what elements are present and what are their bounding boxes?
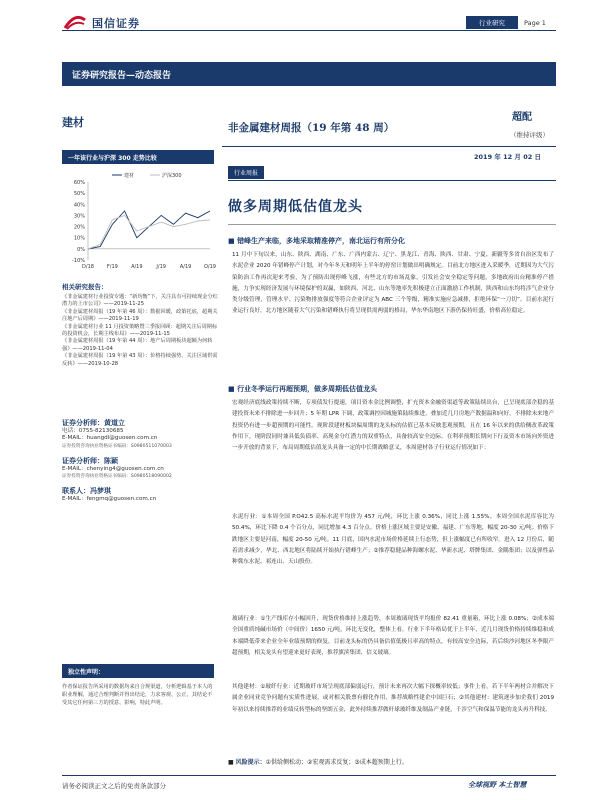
paragraph-cement: 水泥行业：①本周全国 P.O42.5 高标水泥平均价为 457 元/吨，环比上涨 0.36%，同比上涨 1.55%。本周全国水泥库容比为 50.4%，环比下降 0.4 个百分点，同比增加 4.3 百分点。价格上涨区域主要是安徽、福建、广东等地，幅度 20-30 元/吨；价格下跌地区主要是河南，幅度 20-50 元/吨。11 月底，国内水泥市场价格延续上行态势，但上涨幅度已有所收窄。进入 12 月份后，随着需求减少，华北、西北地区将陆续开始执行错峰生产；②推荐稳健品种海螺水泥、华新水泥、塔牌集团、金隅集团；以及弹性品种冀东水泥、祁连山、天山股份。	[232, 514, 554, 566]
paragraph-glass: 玻璃行业：①生产线库存小幅回升，现货价格维持上涨趋势，本周玻璃现货平均报价 82.41 重量箱，环比上涨 0.08%；②成本端全国重质纯碱市场价（中间价）1650 元/吨，环比无变化，整体上看，行业下半年格局优于上半年，近几月现货价格持续维稳和成本端降低带来企业全年业绩预期的修复，目前龙头标的仍具备估值低极且率高的特点，有较高安全边际，若后续沙河地区冬季限产超预期，相关龙头有望迎来更好表现，推荐旗滨集团、信义玻璃。	[232, 616, 554, 656]
bullet-heading-2: ■ 行业冬季运行再超预期，做多周期低估值龙头	[228, 385, 378, 393]
report-title: 非金属建材周报（19 年第 48 周）	[228, 122, 395, 134]
bullet-text: 错峰生产来临，多地采取精准停产，南北运行有所分化	[237, 237, 406, 245]
comparison-chart	[62, 168, 214, 278]
contact-analyst-2	[62, 458, 218, 481]
footer-slogan: 全球视野 本土智慧	[468, 780, 527, 789]
title-divider	[222, 146, 556, 147]
related-item[interactable]: 《非金属建材周报（19 年第 46 周）：数据回暖，政策托底，超期关注地产后周期》——2019-11-19	[62, 308, 218, 323]
report-date: 2019 年 12 月 02 日	[474, 153, 541, 161]
y-tick-label: -10%	[72, 258, 85, 264]
y-tick-label: 50%	[73, 191, 85, 198]
y-tick-label: 10%	[73, 235, 85, 242]
footer-disclaimer: 请务必阅读正文之后的免责条款部分	[62, 782, 166, 790]
contact-license: 证券投资咨询执业资格证书编码：S0980518090002	[62, 474, 172, 480]
headline-divider	[228, 224, 556, 225]
x-tick-label: O/19	[204, 264, 216, 270]
related-item[interactable]: 《非金属建材周报（19 年第 44 周）：地产后周期板块超额为何转强》——2019-11-04	[62, 338, 213, 352]
risk-text: ①供给侧松动；②宏观需求反复；③成本超预期上行。	[265, 759, 408, 766]
contact-analyst-1	[62, 420, 218, 450]
risk-label: 风险提示：	[235, 759, 266, 766]
tag-divider	[228, 180, 556, 181]
report-type-tag: 行业研究	[466, 16, 518, 29]
series-line	[88, 215, 210, 249]
related-item[interactable]: 《非金属建材周报（19 年第 43 周）：价格持续强势，关注区域供需反转》——2019-10-28	[62, 353, 218, 367]
contact-email[interactable]: E-MAIL：chenying4@guosen.com.cn	[62, 466, 164, 473]
disclaimer-title: 独立性声明：	[62, 664, 214, 678]
x-tick-label: D/18	[82, 264, 94, 270]
x-tick-label: J/19	[156, 264, 166, 270]
contact-email[interactable]: E-MAIL：huangdl@guosen.com.cn	[62, 435, 158, 442]
contact-role: 证券分析师：	[62, 457, 104, 465]
paragraph-1: 11 月中下旬以来，山东、陕西、湖南、广东、广西内蒙古、辽宁、黑龙江、青海、陕西、甘肃、宁夏、新疆等多省自治区发布了水泥企业 2020 年错峰停产计划，对今年冬天和明年上半年的停窑计划做出明确规定。目前北方地区进入采暖季，近期因为大气污染防治工作再次迎来考验，为了预防出现停峰飞涨，有些北方的市场乱象，引发社会安全稳定等问题，多地政府出台精准停产措施，力争实现经济发展与环境保护的双赢，如陕西、河北、山东等地率先积极建立正面激励工作机制，陕西和山东均将涉气企业分类分级管理，管理水平、污染物排放强度等符合企业评定为 ABC 三个等级，精准实施应急减排，拒绝环保“一刀切”。目前水泥行业运行良好，北方地区随着大气污染和错峰执行将呈现供需两弱的格局，华东华南地区下游仍保持旺盛，价格高位稳定。	[232, 252, 554, 315]
sector-label: 建材	[62, 116, 84, 129]
report-banner: 证券研究报告—动态报告	[62, 62, 556, 86]
chart-bar: 一年该行业与沪深 300 走势比较	[62, 150, 214, 164]
x-tick-label: A/19	[179, 264, 192, 270]
weekly-tag: 行业周报	[228, 166, 264, 179]
legend-label: 沪深300	[162, 173, 182, 179]
contact-name: 黄道立	[104, 419, 125, 427]
related-list	[62, 294, 218, 368]
x-tick-label: F/19	[106, 264, 118, 270]
contact-phone: 电话：0755-82130685	[62, 428, 124, 435]
related-item[interactable]: 《非金属建材行业 11 月投资策略暨三季报回顾：超期关注后周期标的投资机会，长期主线布局》——2019-11-15	[62, 323, 218, 338]
contact-role: 证券分析师：	[62, 419, 104, 427]
bullet-heading-1: ■ 错峰生产来临，多地采取精准停产，南北运行有所分化	[228, 237, 406, 245]
rating-note: （维持评级）	[510, 131, 549, 139]
paragraph-other: 其他建材：①玻纤行业：近期玻纤市场呈现底部偏弱运行，预计未来再次大幅下探概率较低；事件上看，若下半年两材合并解决下属企业同业竞争问题有实质性进展，或对相关股票有催化作用，推荐战略性建企中国巨石；②其他建材：建筑逐步加企我们 2019 年初以来持续推荐的业绩反转型标的坚朗五金，此外持续推荐做杆球玻纤维及制品产业链，千涉空气和保温节能的龙头再升科技。	[232, 684, 554, 713]
contact-email[interactable]: E-MAIL：fengmq@guosen.com.cn	[62, 496, 157, 503]
paragraph-2: 宏观经济底线政策持续不断，专项债发行提速，项目资本金比例调整，扩充资本金融资渠道等政策陆续出台，已呈现底部企稳的基建投资未来不排除进一步回升；5 年期 LPR 下调，政策调控因城施策陆续推进，叠加近几月房地产数据温和向好，不排除未来地产投资仍有进一步超预期的可能性。现阶段建材板块偏周期的龙头标的估值已基本反映悲观预期，且在 16 年以来的供给侧改革政策作用下，现阶段同时兼具低负债率、高现金分红潜力的双重特点，具备较高安全边际。在利率预期长期向下行及资本市场向外资进一步开放的背景下，布局周期低估值龙头具备一定的中长期战略意义，本周建材各子行业运行情况如下：	[232, 400, 554, 452]
related-title: 相关研究报告：	[62, 283, 108, 291]
header-divider	[62, 30, 556, 31]
y-tick-label: 0%	[77, 246, 85, 253]
x-tick-label: A/19	[131, 264, 143, 270]
y-tick-label: 60%	[73, 180, 85, 186]
y-tick-label: 20%	[73, 224, 85, 231]
rating-label: 超配	[512, 112, 532, 123]
contact-name: 陈颖	[104, 457, 118, 465]
contact-license: 证券投资咨询执业资格证书编码：S0980511070003	[62, 443, 172, 449]
series-line	[88, 211, 210, 249]
disclaimer-text: 作者保证报告所采用的数据均来自合规渠道，分析逻辑基于本人的职业理解，通过合理判断并得出结论，力求客观、公正，其结论不受其它任何第三方的授意、影响，特此声明。	[62, 684, 213, 706]
brand-name: 国信证券	[92, 17, 140, 30]
legend-label: 建材	[124, 173, 135, 179]
y-tick-label: 30%	[73, 213, 85, 220]
page-number: Page 1	[524, 18, 546, 27]
risk-notice: ■ 风险提示：①供给侧松动；②宏观需求反复；③成本超预期上行。	[228, 759, 408, 766]
related-item[interactable]: 《非金属建材行业投资专题：“新均衡”下，关注具有可持续现金分红潜力的上市公司》——2019-11-25	[62, 294, 218, 308]
y-tick-label: 40%	[73, 202, 85, 209]
contact-name: 冯梦琪	[90, 487, 111, 495]
headline: 做多周期低估值龙头	[228, 199, 363, 215]
contact-liaison	[62, 488, 218, 503]
footer-divider	[62, 775, 556, 776]
contact-role: 联系人：	[62, 487, 90, 495]
bullet-text: 行业冬季运行再超预期，做多周期低估值龙头	[237, 385, 378, 393]
